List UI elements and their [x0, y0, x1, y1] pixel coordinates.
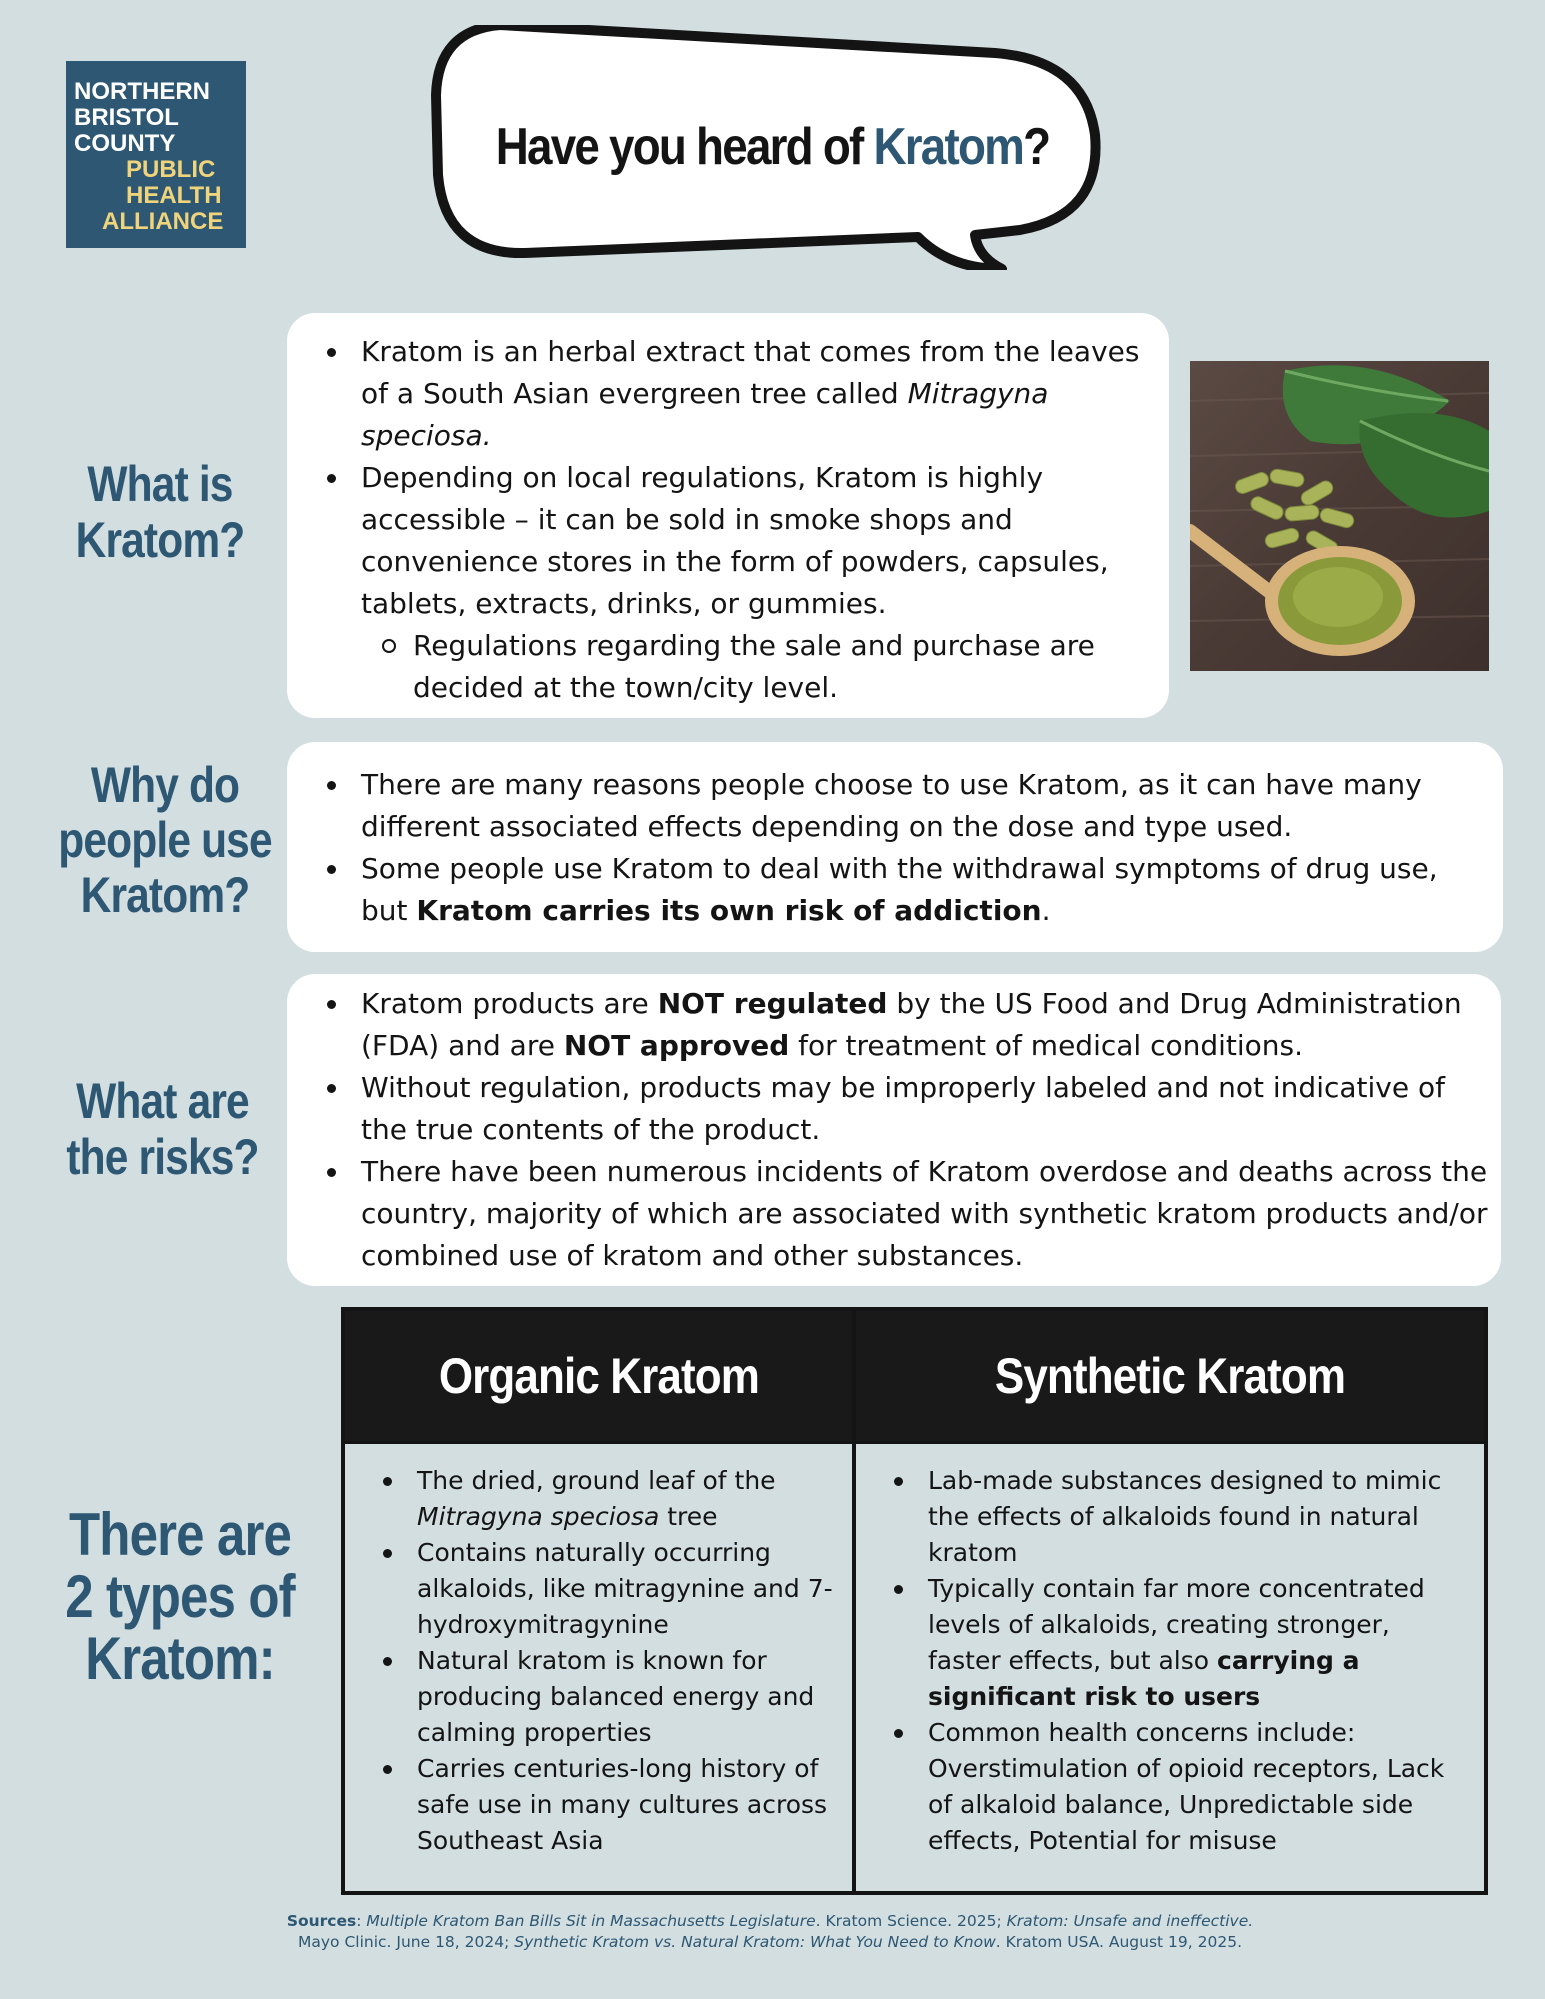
list-item — [345, 1463, 842, 1535]
list-item: Natural kratom is known for producing balanced energy and calming properties — [345, 1643, 842, 1751]
logo-line-health: HEALTH — [126, 182, 222, 209]
list-item: Carries centuries-long history of safe use in many cultures across Southeast Asia — [345, 1751, 842, 1859]
sources-colon: : — [356, 1912, 367, 1930]
heading-line: Kratom? — [75, 512, 245, 568]
list-item — [303, 848, 1483, 932]
heading-line: Why do — [90, 757, 240, 813]
bullet-italic: Mitragyna speciosa. — [361, 377, 1049, 452]
sources-label: Sources — [286, 1912, 357, 1930]
bullet-text: Kratom is an herbal extract that comes from the leaves of a South Asian evergreen tree called — [361, 335, 1140, 410]
bullet-bold: NOT approved — [563, 1029, 790, 1062]
kratom-photo — [1190, 361, 1489, 671]
synthetic-header — [856, 1311, 1484, 1441]
list-item: There have been numerous incidents of Kratom overdose and deaths across the country, majority of which are associated with synthetic kratom products and/or combined use of kratom and other substances. — [303, 1151, 1497, 1277]
heading-line: 2 types of — [65, 1563, 295, 1630]
heading-line: Kratom: — [85, 1625, 275, 1692]
sources-footnote — [120, 1911, 1420, 1953]
list-item: Lab-made substances designed to mimic the effects of alkaloids found in natural kratom — [856, 1463, 1460, 1571]
why-use-kratom-card — [287, 742, 1503, 952]
logo-line-public: PUBLIC — [126, 156, 216, 183]
logo-line-bristol: BRISTOL — [74, 104, 179, 131]
list-item: There are many reasons people choose to use Kratom, as it can have many different associated effects depending on the dose and type used. — [303, 764, 1483, 848]
source-title: Kratom: Unsafe and ineffective. — [1006, 1912, 1254, 1930]
source-detail: . Kratom Science. 2025; — [815, 1912, 1007, 1930]
source-detail: Mayo Clinic. June 18, 2024; — [297, 1933, 515, 1951]
bullet-text: for treatment of medical conditions. — [789, 1029, 1304, 1062]
logo-line-county: COUNTY — [74, 130, 176, 157]
list-item — [303, 983, 1497, 1067]
list-item — [856, 1571, 1460, 1715]
synthetic-heading-text: Synthetic Kratom — [994, 1348, 1346, 1404]
bullet-text: Kratom products are — [361, 987, 658, 1020]
title-speech-bubble — [430, 25, 1115, 270]
logo-line-northern: NORTHERN — [74, 78, 210, 105]
list-item: Contains naturally occurring alkaloids, like mitragynine and 7-hydroxymitragynine — [345, 1535, 842, 1643]
kratom-types-table — [341, 1307, 1488, 1895]
page-title — [471, 117, 1074, 177]
organic-header — [345, 1311, 852, 1441]
heading-line: What is — [87, 456, 233, 512]
what-is-kratom-heading — [58, 456, 262, 568]
heading-line: What are — [76, 1073, 249, 1129]
types-heading — [61, 1501, 299, 1692]
what-is-kratom-card — [287, 313, 1169, 718]
list-item: Depending on local regulations, Kratom is highly accessible – it can be sold in smoke shops and convenience stores in the form of powders, capsules, tablets, extracts, drinks, or gummies. — [303, 457, 1159, 625]
source-detail: . Kratom USA. August 19, 2025. — [995, 1933, 1243, 1951]
list-item: Common health concerns include: Overstimulation of opioid receptors, Lack of alkaloid balance, Unpredictable side effects, Potential for misuse — [856, 1715, 1460, 1859]
source-title: Multiple Kratom Ban Bills Sit in Massachusetts Legislature — [366, 1912, 816, 1930]
bullet-text: The dried, ground leaf of the — [417, 1466, 776, 1495]
source-title: Synthetic Kratom vs. Natural Kratom: What You Need to Know — [514, 1933, 996, 1951]
table-header-divider — [345, 1441, 1484, 1444]
bullet-text: Some people use Kratom to deal with the withdrawal symptoms of drug use, but — [361, 852, 1438, 927]
bullet-text: Typically contain far more concentrated levels of alkaloids, creating stronger, faster effects, but also — [928, 1574, 1425, 1675]
heading-line: people use — [58, 812, 272, 868]
list-item — [303, 331, 1159, 457]
heading-line: Kratom? — [80, 867, 250, 923]
bullet-text: tree — [659, 1502, 718, 1531]
heading-line: There are — [69, 1501, 291, 1568]
heading-line: the risks? — [66, 1129, 259, 1185]
title-prefix: Have you heard of — [495, 118, 874, 176]
logo-line-alliance: ALLIANCE — [102, 208, 224, 235]
synthetic-cell — [856, 1463, 1478, 1859]
risks-heading — [58, 1073, 266, 1185]
list-item: Without regulation, products may be improperly labeled and not indicative of the true contents of the product. — [303, 1067, 1497, 1151]
why-use-kratom-heading — [50, 758, 280, 923]
organic-cell — [345, 1463, 850, 1859]
bullet-italic: Mitragyna speciosa — [417, 1502, 660, 1531]
bullet-bold: Kratom carries its own risk of addiction — [416, 894, 1042, 927]
kratom-leaves-capsules-spoon-icon — [1190, 361, 1489, 671]
title-accent-kratom: Kratom — [873, 118, 1024, 176]
title-suffix: ? — [1023, 118, 1050, 176]
bullet-bold: carrying a significant risk to users — [928, 1646, 1360, 1711]
alliance-logo — [66, 61, 246, 248]
bullet-end: . — [1041, 894, 1051, 927]
risks-card — [287, 974, 1501, 1286]
bullet-text: by the US Food and Drug Administration (FDA) and are — [361, 987, 1462, 1062]
sub-list-item: Regulations regarding the sale and purchase are decided at the town/city level. — [303, 625, 1159, 709]
organic-heading-text: Organic Kratom — [438, 1348, 759, 1404]
bullet-bold: NOT regulated — [657, 987, 888, 1020]
